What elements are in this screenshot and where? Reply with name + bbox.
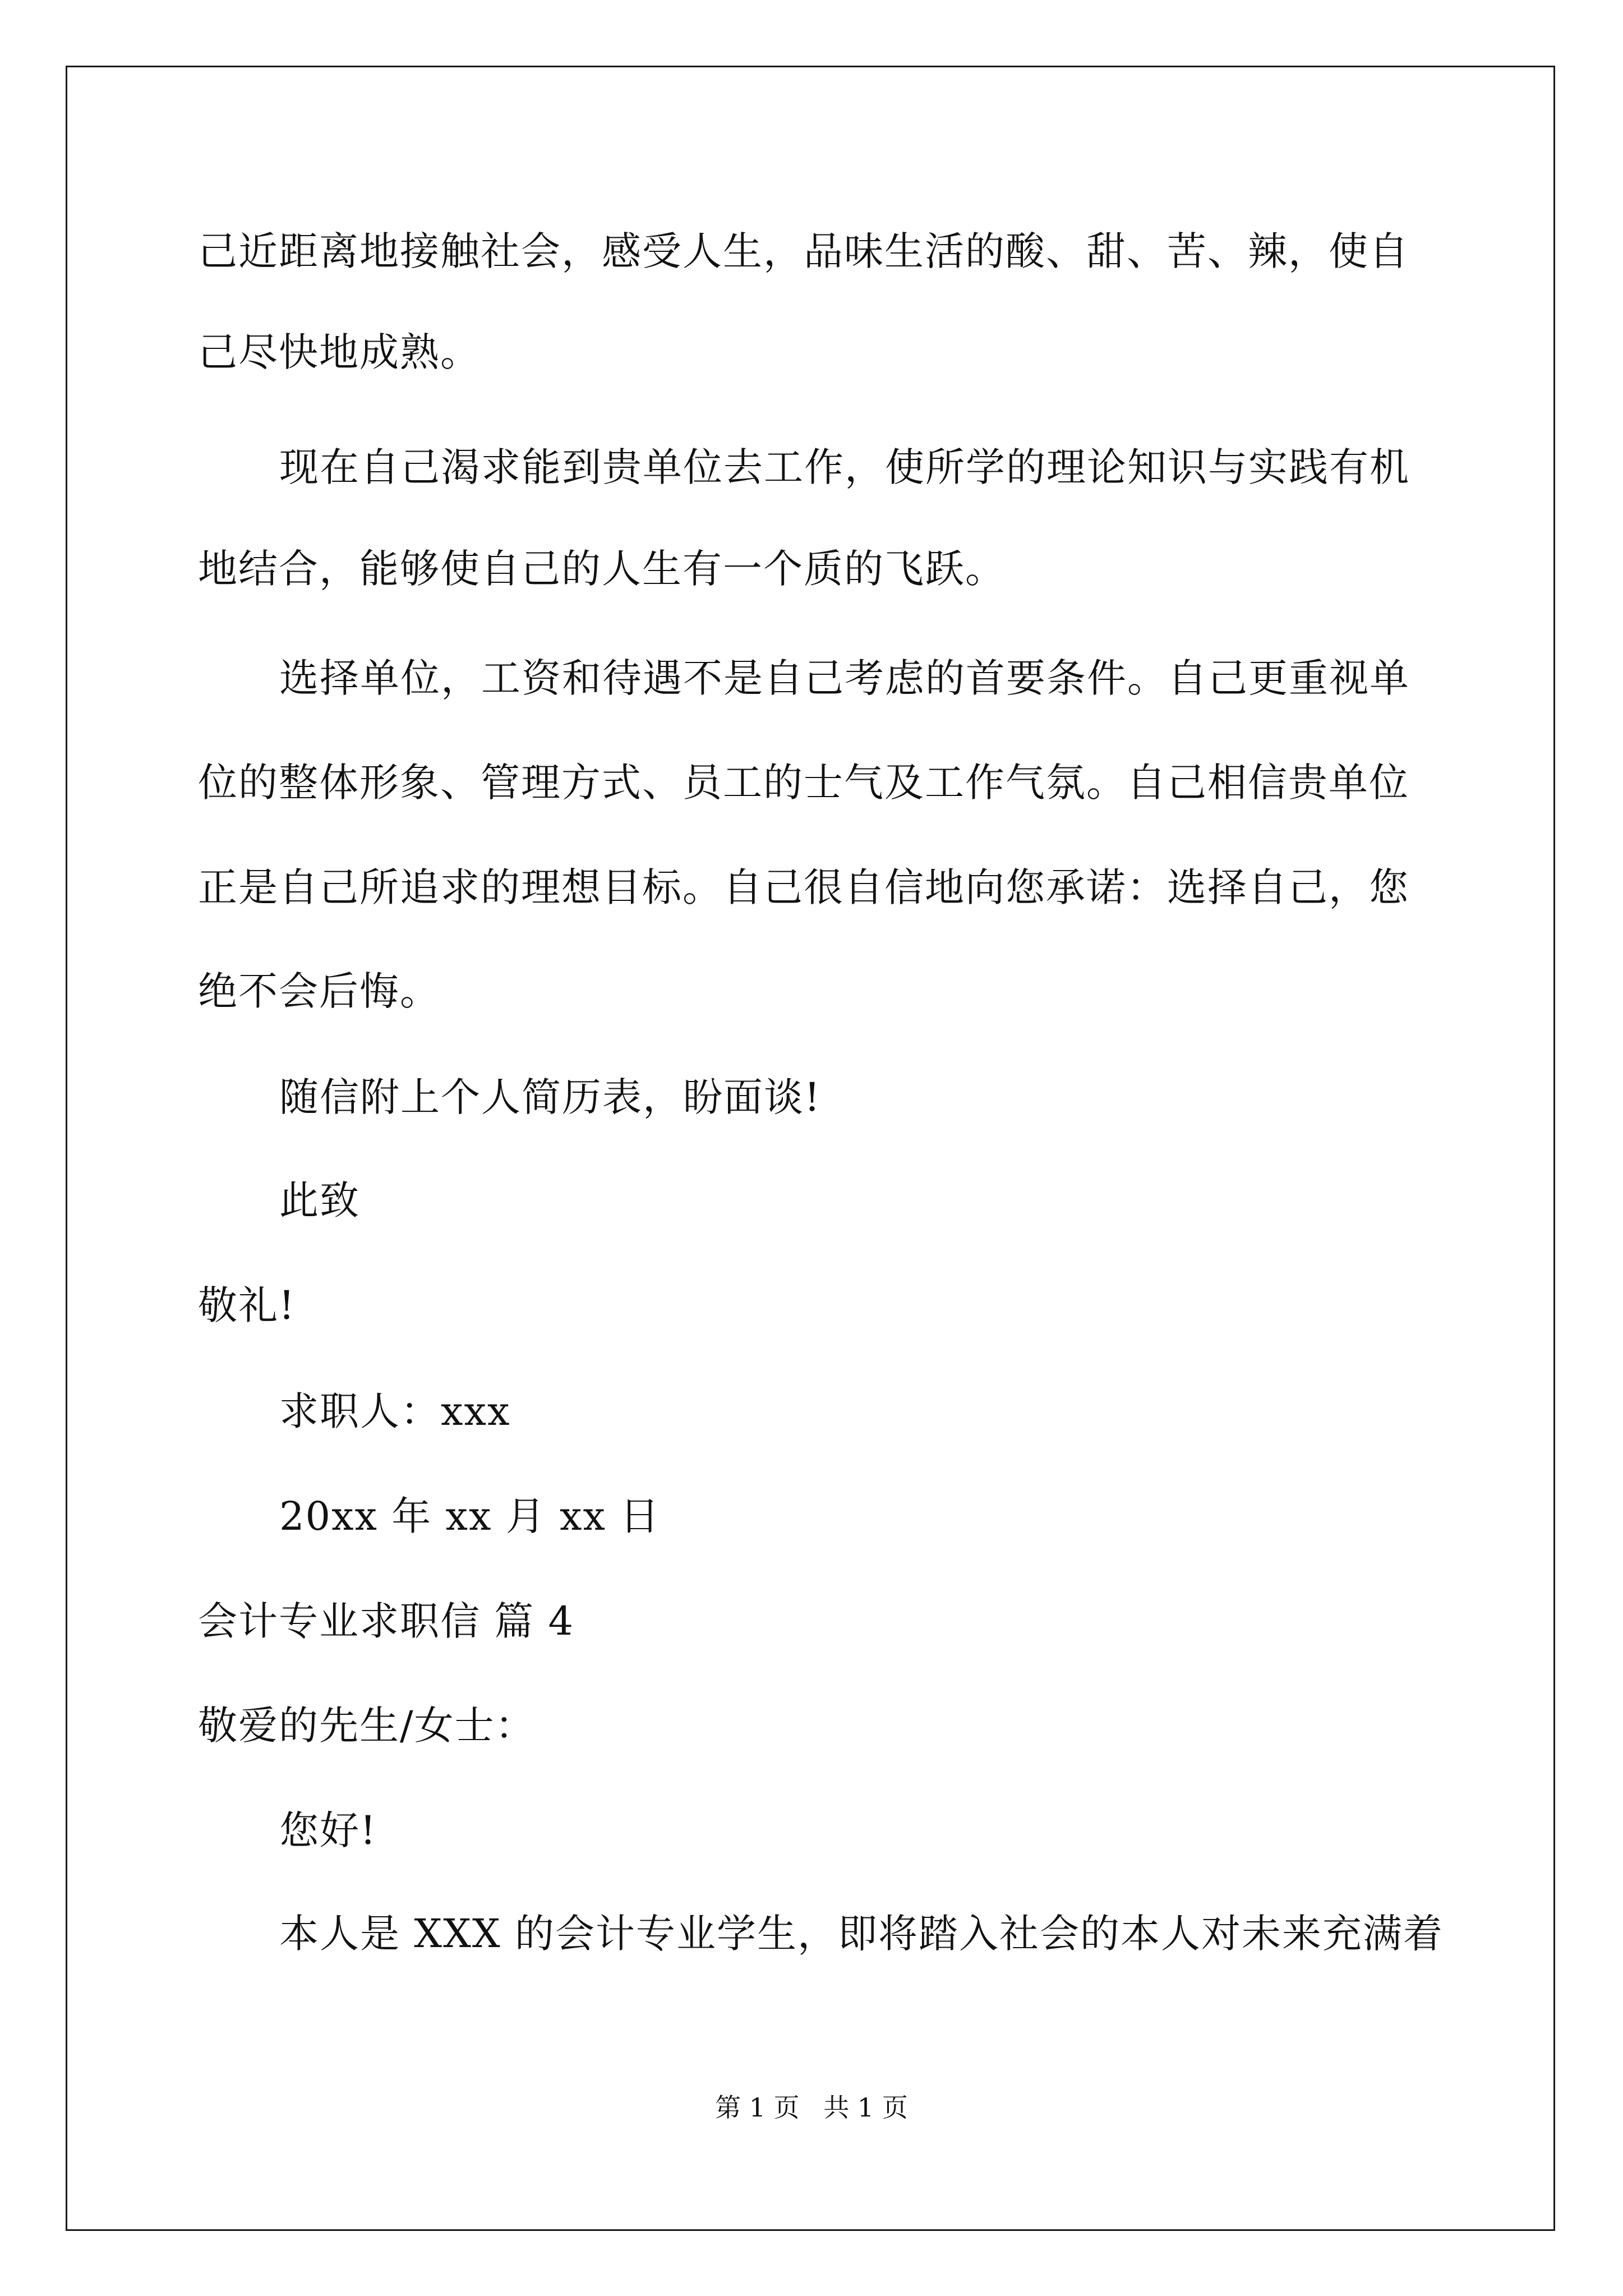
letter-date: 20xx 年 xx 月 xx 日 [279, 1493, 661, 1539]
greeting-line: 您好! [279, 1807, 377, 1853]
closing-regards: 敬礼! [198, 1282, 296, 1328]
paragraph-line: 随信附上个人简历表，盼面谈! [279, 1074, 822, 1120]
paragraph-line: 选择单位，工资和待遇不是自己考虑的首要条件。自己更重视单 [279, 655, 1410, 701]
page-border [66, 66, 1555, 2231]
applicant-name: 求职人：xxx [279, 1388, 511, 1434]
body-line: 己近距离地接触社会，感受人生，品味生活的酸、甜、苦、辣，使自 [198, 228, 1409, 274]
body-line: 地结合，能够使自己的人生有一个质的飞跃。 [198, 546, 1006, 592]
paragraph-line: 本人是 XXX 的会计专业学生，即将踏入社会的本人对未来充满着 [279, 1911, 1444, 1957]
page-total: 共 1 页 [823, 2092, 908, 2123]
body-line: 绝不会后悔。 [198, 968, 440, 1014]
page-number: 第 1 页 [715, 2092, 800, 2123]
body-line: 己尽快地成熟。 [198, 329, 481, 375]
section-heading: 会计专业求职信 篇 4 [198, 1598, 575, 1644]
page-footer [0, 2091, 1623, 2124]
closing-salutation: 此致 [279, 1177, 360, 1223]
body-line: 位的整体形象、管理方式、员工的士气及工作气氛。自己相信贵单位 [198, 760, 1409, 806]
body-line: 正是自己所追求的理想目标。自己很自信地向您承诺：选择自己，您 [198, 864, 1409, 910]
paragraph-line: 现在自己渴求能到贵单位去工作，使所学的理论知识与实践有机 [279, 444, 1410, 490]
letter-greeting: 敬爱的先生/女士： [198, 1703, 536, 1749]
